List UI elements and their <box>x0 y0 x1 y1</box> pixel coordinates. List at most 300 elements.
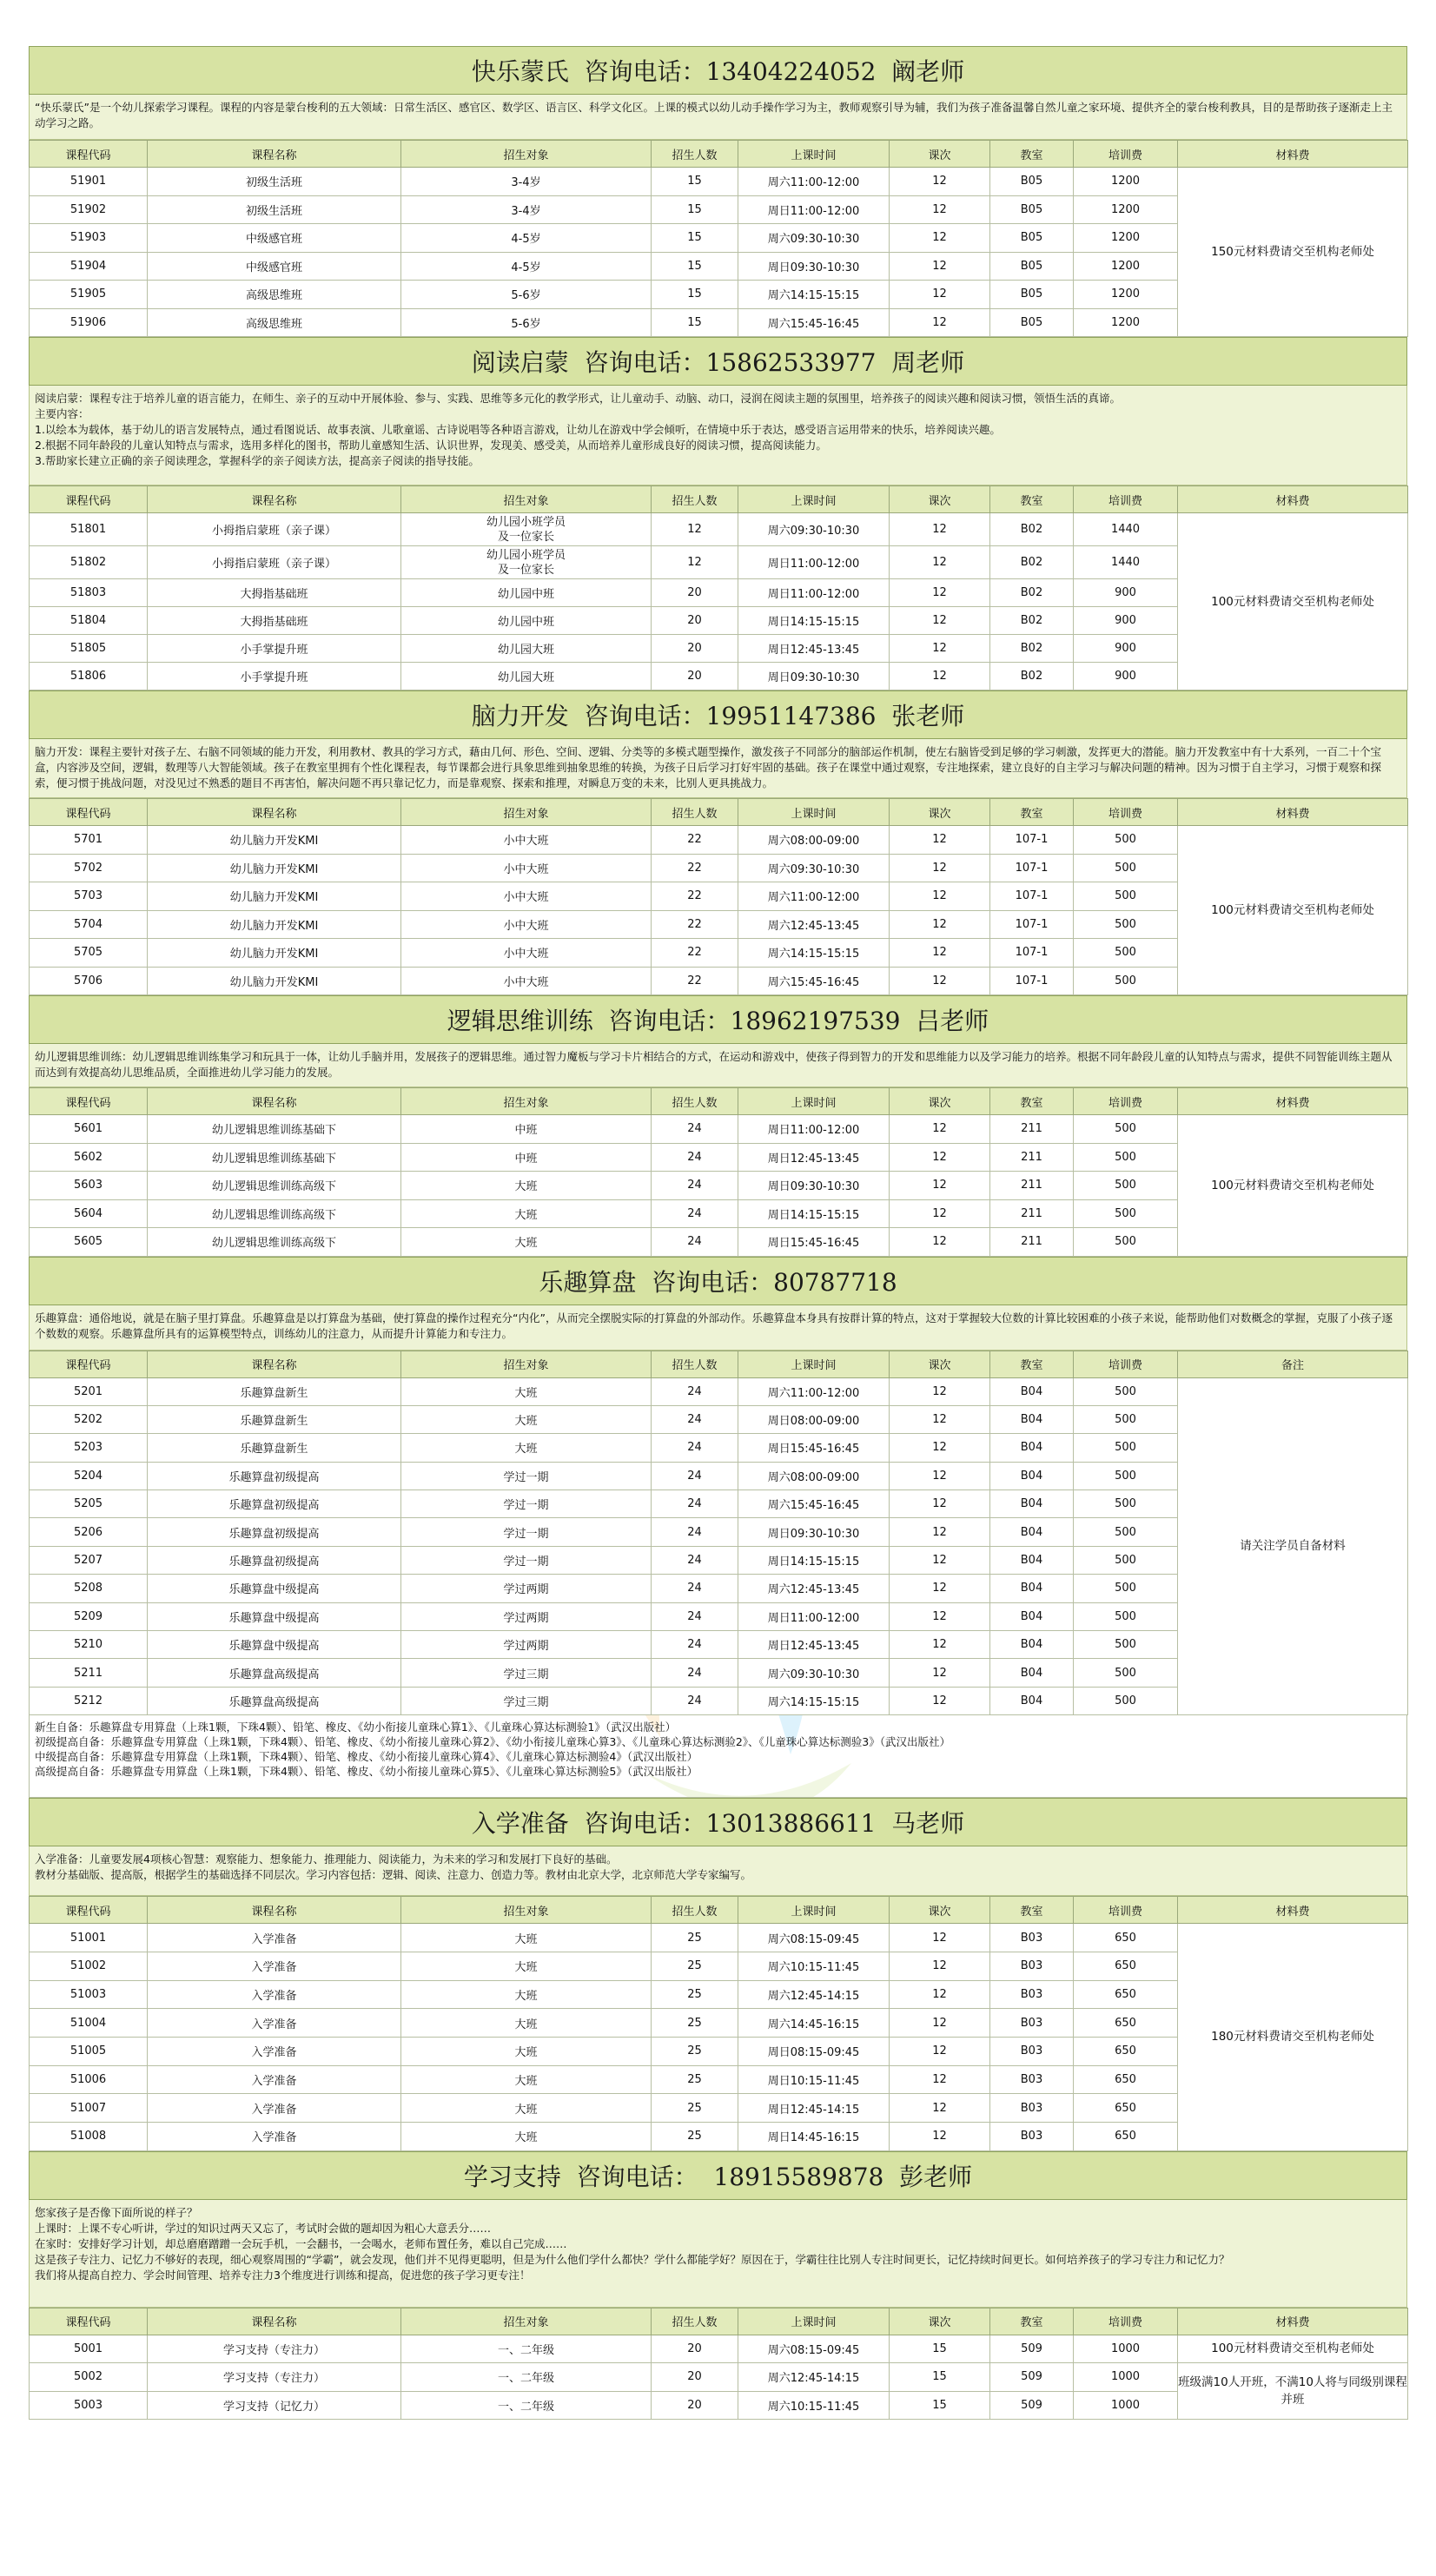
column-header: 教室 <box>990 141 1074 168</box>
section-note: 新生自备：乐趣算盘专用算盘（上珠1颗，下珠4颗）、铅笔、橡皮、《幼小衔接儿童珠心算1》、《儿童珠心算达标测验1》（武汉出版社） 初级提高自备：乐趣算盘专用算盘（上珠1颗，下珠4颗）、铅笔、橡皮、《幼小衔接儿童珠心算2》、《幼小衔接儿童珠心算3》、《儿童珠心算达标测验2》、《儿童珠心算达标测验3》（武汉出版社） 中级提高自备：乐趣算盘专用算盘（上珠1颗，下珠4颗）、铅笔、橡皮、《幼小衔接儿童珠心算4》、《儿童珠心算达标测验4》（武汉出版社） 高级提高自备：乐趣算盘专用算盘（上珠1颗，下珠4颗）、铅笔、橡皮、《幼小衔接儿童珠心算5》、《儿童珠心算达标测验5》（武汉出版社） <box>29 1715 1407 1798</box>
table-cell: 乐趣算盘初级提高 <box>148 1518 401 1546</box>
table-cell: B02 <box>990 663 1074 690</box>
table-cell: 12 <box>890 2123 990 2151</box>
table-cell: 1200 <box>1074 195 1178 224</box>
table-cell: 15 <box>890 2335 990 2363</box>
table-cell: 小拇指启蒙班（亲子课） <box>148 513 401 546</box>
table-cell: 107-1 <box>990 854 1074 882</box>
section-title <box>29 1257 1407 1305</box>
table-cell: 周六09:30-10:30 <box>738 1659 890 1687</box>
table-cell: 大班 <box>401 1228 652 1257</box>
course-table <box>29 1351 1408 1716</box>
table-cell: 乐趣算盘高级提高 <box>148 1659 401 1687</box>
table-cell: 24 <box>652 1172 738 1200</box>
table-cell: 12 <box>890 195 990 224</box>
table-cell: 乐趣算盘中级提高 <box>148 1575 401 1602</box>
table-cell: 24 <box>652 1546 738 1574</box>
table-cell: 12 <box>890 252 990 281</box>
column-header: 上课时间 <box>738 1351 890 1377</box>
column-header: 课程名称 <box>148 1897 401 1924</box>
column-header: 教室 <box>990 799 1074 826</box>
table-cell: 12 <box>652 513 738 546</box>
table-cell: 24 <box>652 1228 738 1257</box>
column-header: 招生对象 <box>401 486 652 513</box>
table-cell: 周六10:15-11:45 <box>738 1952 890 1980</box>
table-cell: 12 <box>890 546 990 579</box>
table-cell: 500 <box>1074 1631 1178 1659</box>
table-cell: 周日11:00-12:00 <box>738 579 890 607</box>
table-cell: 幼儿逻辑思维训练高级下 <box>148 1199 401 1228</box>
table-cell: 中班 <box>401 1143 652 1172</box>
table-cell: 5001 <box>30 2335 148 2363</box>
table-cell: 51001 <box>30 1924 148 1952</box>
table-cell: 入学准备 <box>148 2123 401 2151</box>
table-cell: B04 <box>990 1602 1074 1630</box>
column-header: 招生对象 <box>401 2308 652 2335</box>
column-header: 课程名称 <box>148 1088 401 1115</box>
table-cell: 幼儿园小班学员 及一位家长 <box>401 513 652 546</box>
table-cell: 12 <box>890 1575 990 1602</box>
section-title-text: 学习支持 咨询电话： 18915589878 彭老师 <box>463 2162 973 2191</box>
table-cell: 周六14:15-15:15 <box>738 281 890 309</box>
table-cell: 周日14:45-16:15 <box>738 2123 890 2151</box>
table-header-row <box>30 486 1408 513</box>
table-cell: 500 <box>1074 1687 1178 1714</box>
course-table <box>29 140 1408 337</box>
table-cell: 5706 <box>30 967 148 995</box>
table-cell: 650 <box>1074 2094 1178 2123</box>
section-title-text: 入学准备 咨询电话：13013886611 马老师 <box>471 1809 965 1839</box>
table-cell: 24 <box>652 1434 738 1462</box>
table-cell: 周日14:15-15:15 <box>738 607 890 635</box>
section-title-text: 逻辑思维训练 咨询电话：18962197539 吕老师 <box>447 1007 989 1035</box>
table-cell: 5003 <box>30 2391 148 2420</box>
table-cell: 12 <box>890 607 990 635</box>
table-cell: 12 <box>890 1952 990 1980</box>
course-section <box>29 2151 1407 2421</box>
table-cell: 学过一期 <box>401 1518 652 1546</box>
table-cell: B02 <box>990 635 1074 663</box>
table-cell: 幼儿逻辑思维训练高级下 <box>148 1172 401 1200</box>
table-cell: 12 <box>890 939 990 968</box>
table-cell: 650 <box>1074 1924 1178 1952</box>
table-cell: 12 <box>890 1546 990 1574</box>
table-cell: 小中大班 <box>401 967 652 995</box>
column-header: 招生人数 <box>652 1897 738 1924</box>
table-cell: 51002 <box>30 1952 148 1980</box>
table-cell: 初级生活班 <box>148 168 401 196</box>
table-cell: 小中大班 <box>401 882 652 911</box>
column-header: 招生人数 <box>652 1351 738 1377</box>
table-cell: 5703 <box>30 882 148 911</box>
table-cell: 107-1 <box>990 939 1074 968</box>
table-cell: 周六10:15-11:45 <box>738 2391 890 2420</box>
table-cell: 12 <box>890 1115 990 1144</box>
table-cell: 周日11:00-12:00 <box>738 1602 890 1630</box>
table-cell: 500 <box>1074 1115 1178 1144</box>
table-cell: 周日14:15-15:15 <box>738 1199 890 1228</box>
material-fee-cell: 100元材料费请交至机构老师处 <box>1178 2335 1408 2363</box>
table-cell: 24 <box>652 1490 738 1518</box>
table-cell: 650 <box>1074 2009 1178 2038</box>
table-cell: 小手掌提升班 <box>148 635 401 663</box>
table-cell: 24 <box>652 1199 738 1228</box>
table-cell: 1200 <box>1074 281 1178 309</box>
column-header: 课程名称 <box>148 799 401 826</box>
column-header: 招生人数 <box>652 2308 738 2335</box>
table-cell: 500 <box>1074 1518 1178 1546</box>
table-row <box>30 2335 1408 2363</box>
column-header: 上课时间 <box>738 486 890 513</box>
table-cell: 周日10:15-11:45 <box>738 2065 890 2094</box>
table-cell: 大班 <box>401 1405 652 1433</box>
table-cell: 幼儿脑力开发KMI <box>148 826 401 855</box>
table-cell: 51003 <box>30 1980 148 2009</box>
column-header: 课程名称 <box>148 486 401 513</box>
table-cell: 周六12:45-14:15 <box>738 1980 890 2009</box>
column-header: 招生对象 <box>401 799 652 826</box>
column-header: 课程代码 <box>30 1351 148 1377</box>
column-header: 招生人数 <box>652 1088 738 1115</box>
table-cell: 周六12:45-13:45 <box>738 1575 890 1602</box>
table-cell: 51901 <box>30 168 148 196</box>
table-cell: 500 <box>1074 1405 1178 1433</box>
table-cell: 乐趣算盘初级提高 <box>148 1490 401 1518</box>
course-section <box>29 690 1407 995</box>
table-cell: 500 <box>1074 882 1178 911</box>
table-cell: 500 <box>1074 967 1178 995</box>
table-cell: 3-4岁 <box>401 195 652 224</box>
table-cell: 乐趣算盘高级提高 <box>148 1687 401 1714</box>
table-header-row <box>30 2308 1408 2335</box>
column-header: 教室 <box>990 1897 1074 1924</box>
table-cell: B04 <box>990 1631 1074 1659</box>
section-title <box>29 995 1407 1044</box>
table-row <box>30 2363 1408 2392</box>
table-cell: 周日12:45-13:45 <box>738 635 890 663</box>
table-cell: 5002 <box>30 2363 148 2392</box>
table-cell: 幼儿逻辑思维训练基础下 <box>148 1115 401 1144</box>
table-cell: 5-6岁 <box>401 308 652 337</box>
table-cell: 周六08:15-09:45 <box>738 2335 890 2363</box>
table-cell: 周六08:00-09:00 <box>738 1462 890 1489</box>
table-cell: 周日08:15-09:45 <box>738 2037 890 2065</box>
table-cell: 12 <box>890 910 990 939</box>
material-fee-cell: 150元材料费请交至机构老师处 <box>1178 168 1408 337</box>
table-cell: 小中大班 <box>401 826 652 855</box>
table-cell: 周六14:45-16:15 <box>738 2009 890 2038</box>
table-cell: 107-1 <box>990 910 1074 939</box>
table-cell: 12 <box>890 224 990 253</box>
table-cell: B04 <box>990 1377 1074 1405</box>
table-header-row <box>30 1351 1408 1377</box>
table-cell: 周日09:30-10:30 <box>738 252 890 281</box>
table-cell: B02 <box>990 579 1074 607</box>
table-cell: 5704 <box>30 910 148 939</box>
table-row <box>30 826 1408 855</box>
table-cell: 周日15:45-16:45 <box>738 1434 890 1462</box>
table-cell: 211 <box>990 1143 1074 1172</box>
column-header: 招生人数 <box>652 486 738 513</box>
column-header: 课程名称 <box>148 2308 401 2335</box>
table-cell: 乐趣算盘中级提高 <box>148 1631 401 1659</box>
column-header: 培训费 <box>1074 1897 1178 1924</box>
table-cell: 学过一期 <box>401 1546 652 1574</box>
table-cell: 500 <box>1074 1228 1178 1257</box>
table-cell: 入学准备 <box>148 1952 401 1980</box>
column-header: 课次 <box>890 2308 990 2335</box>
table-cell: 一、二年级 <box>401 2391 652 2420</box>
table-cell: B03 <box>990 2037 1074 2065</box>
table-cell: 周日11:00-12:00 <box>738 1115 890 1144</box>
table-cell: 周六12:45-13:45 <box>738 910 890 939</box>
table-cell: 幼儿脑力开发KMI <box>148 967 401 995</box>
section-description: “快乐蒙氏”是一个幼儿探索学习课程。课程的内容是蒙台梭利的五大领域：日常生活区、感官区、数学区、语言区、科学文化区。上课的模式以幼儿动手操作学习为主，教师观察引导为辅，我们为孩子准备温馨自然儿童之家环境、提供齐全的蒙台梭利教具，目的是帮助孩子逐渐走上主动学习之路。 <box>29 95 1407 140</box>
table-cell: 12 <box>890 1602 990 1630</box>
table-cell: 周日09:30-10:30 <box>738 1172 890 1200</box>
material-fee-cell: 请关注学员自备材料 <box>1178 1377 1408 1715</box>
table-cell: B05 <box>990 281 1074 309</box>
table-cell: 20 <box>652 579 738 607</box>
table-cell: 500 <box>1074 1143 1178 1172</box>
table-cell: B04 <box>990 1659 1074 1687</box>
table-cell: 509 <box>990 2335 1074 2363</box>
table-cell: 周六11:00-12:00 <box>738 168 890 196</box>
table-cell: 12 <box>890 1228 990 1257</box>
course-table <box>29 485 1408 690</box>
section-title-text: 阅读启蒙 咨询电话：15862533977 周老师 <box>471 348 965 377</box>
table-cell: 650 <box>1074 2037 1178 2065</box>
table-cell: 周日12:45-13:45 <box>738 1143 890 1172</box>
table-cell: 900 <box>1074 579 1178 607</box>
table-cell: B05 <box>990 195 1074 224</box>
table-cell: 12 <box>890 2037 990 2065</box>
table-cell: 周日12:45-13:45 <box>738 1631 890 1659</box>
table-cell: 22 <box>652 939 738 968</box>
table-cell: B05 <box>990 252 1074 281</box>
table-cell: 中级感官班 <box>148 252 401 281</box>
table-cell: 乐趣算盘新生 <box>148 1434 401 1462</box>
column-header: 培训费 <box>1074 1088 1178 1115</box>
table-cell: 24 <box>652 1143 738 1172</box>
table-cell: 51906 <box>30 308 148 337</box>
table-cell: 5604 <box>30 1199 148 1228</box>
table-cell: 入学准备 <box>148 2065 401 2094</box>
table-cell: 1000 <box>1074 2363 1178 2392</box>
table-cell: 12 <box>890 2094 990 2123</box>
table-cell: 12 <box>890 1434 990 1462</box>
table-cell: 51005 <box>30 2037 148 2065</box>
table-cell: 51801 <box>30 513 148 546</box>
material-fee-cell: 100元材料费请交至机构老师处 <box>1178 1115 1408 1257</box>
table-cell: 211 <box>990 1199 1074 1228</box>
table-cell: 大班 <box>401 2123 652 2151</box>
column-header: 课程代码 <box>30 2308 148 2335</box>
table-cell: 1200 <box>1074 252 1178 281</box>
column-header: 材料费 <box>1178 486 1408 513</box>
table-cell: B03 <box>990 2094 1074 2123</box>
table-cell: 大班 <box>401 1172 652 1200</box>
table-cell: 24 <box>652 1575 738 1602</box>
table-cell: 小中大班 <box>401 910 652 939</box>
table-cell: 周六12:45-14:15 <box>738 2363 890 2392</box>
table-row <box>30 1115 1408 1144</box>
table-cell: 24 <box>652 1687 738 1714</box>
table-cell: 幼儿脑力开发KMI <box>148 854 401 882</box>
table-cell: 15 <box>652 168 738 196</box>
table-cell: 51904 <box>30 252 148 281</box>
table-cell: 20 <box>652 663 738 690</box>
column-header: 备注 <box>1178 1351 1408 1377</box>
table-cell: 大班 <box>401 2094 652 2123</box>
table-cell: 15 <box>652 308 738 337</box>
table-cell: 211 <box>990 1115 1074 1144</box>
table-cell: 一、二年级 <box>401 2363 652 2392</box>
table-cell: 5603 <box>30 1172 148 1200</box>
table-cell: 小手掌提升班 <box>148 663 401 690</box>
table-header-row <box>30 1088 1408 1115</box>
table-cell: 入学准备 <box>148 2009 401 2038</box>
table-cell: 5204 <box>30 1462 148 1489</box>
table-cell: 学过三期 <box>401 1687 652 1714</box>
table-cell: 5206 <box>30 1518 148 1546</box>
table-cell: 900 <box>1074 635 1178 663</box>
table-cell: 12 <box>890 1143 990 1172</box>
table-cell: 25 <box>652 2094 738 2123</box>
course-schedule <box>29 46 1407 2420</box>
table-cell: 650 <box>1074 1980 1178 2009</box>
table-cell: 大班 <box>401 1434 652 1462</box>
table-cell: 学过三期 <box>401 1659 652 1687</box>
table-cell: 12 <box>890 826 990 855</box>
material-fee-cell: 180元材料费请交至机构老师处 <box>1178 1924 1408 2151</box>
table-cell: 5210 <box>30 1631 148 1659</box>
table-cell: 大班 <box>401 1199 652 1228</box>
table-cell: 500 <box>1074 1172 1178 1200</box>
column-header: 课次 <box>890 486 990 513</box>
table-cell: 幼儿脑力开发KMI <box>148 882 401 911</box>
table-cell: 1440 <box>1074 513 1178 546</box>
table-cell: 周六15:45-16:45 <box>738 1490 890 1518</box>
table-header-row <box>30 1897 1408 1924</box>
table-cell: B03 <box>990 2123 1074 2151</box>
table-cell: 乐趣算盘新生 <box>148 1377 401 1405</box>
column-header: 上课时间 <box>738 1897 890 1924</box>
table-cell: B04 <box>990 1575 1074 1602</box>
section-title-text: 脑力开发 咨询电话：19951147386 张老师 <box>471 702 965 730</box>
table-cell: B04 <box>990 1490 1074 1518</box>
table-cell: 周六08:15-09:45 <box>738 1924 890 1952</box>
table-cell: 12 <box>890 1405 990 1433</box>
table-cell: 12 <box>652 546 738 579</box>
section-description: 阅读启蒙：课程专注于培养儿童的语言能力，在师生、亲子的互动中开展体验、参与、实践、思维等多元化的教学形式，让儿童动手、动脑、动口，浸润在阅读主题的氛围里，培养孩子的阅读兴趣和阅读习惯，领悟生活的真谛。 主要内容： 1.以绘本为载体，基于幼儿的语言发展特点，通过看图说话、故事表演、儿歌童谣、古诗说唱等各种语言游戏，让幼儿在游戏中学会倾听，在情境中乐于表达，感受语言运用带来的快乐，培养阅读兴趣。 2.根据不同年龄段的儿童认知特点与需求，选用多样化的图书，帮助儿童感知生活、认识世界，发现美、感受美，从而培养儿童形成良好的阅读习惯，提高阅读能力。 3.帮助家长建立正确的亲子阅读理念，掌握科学的亲子阅读方法，提高亲子阅读的指导技能。 <box>29 386 1407 485</box>
column-header: 上课时间 <box>738 799 890 826</box>
table-cell: 1000 <box>1074 2391 1178 2420</box>
table-cell: 幼儿脑力开发KMI <box>148 910 401 939</box>
table-cell: 900 <box>1074 663 1178 690</box>
table-cell: 学习支持（专注力） <box>148 2363 401 2392</box>
section-title <box>29 690 1407 739</box>
column-header: 招生对象 <box>401 1088 652 1115</box>
column-header: 课次 <box>890 1897 990 1924</box>
table-cell: B03 <box>990 1924 1074 1952</box>
table-cell: 12 <box>890 1659 990 1687</box>
table-cell: 500 <box>1074 1602 1178 1630</box>
course-section <box>29 1257 1407 1799</box>
table-cell: 入学准备 <box>148 1924 401 1952</box>
table-cell: B02 <box>990 546 1074 579</box>
table-cell: 500 <box>1074 1490 1178 1518</box>
table-cell: 5201 <box>30 1377 148 1405</box>
table-cell: 乐趣算盘中级提高 <box>148 1602 401 1630</box>
column-header: 课程名称 <box>148 1351 401 1377</box>
table-cell: 幼儿逻辑思维训练基础下 <box>148 1143 401 1172</box>
section-title <box>29 337 1407 386</box>
table-cell: 211 <box>990 1172 1074 1200</box>
table-cell: 5211 <box>30 1659 148 1687</box>
table-cell: 大班 <box>401 2065 652 2094</box>
table-cell: 幼儿园中班 <box>401 607 652 635</box>
table-cell: 12 <box>890 1377 990 1405</box>
table-cell: 5705 <box>30 939 148 968</box>
table-cell: 幼儿园中班 <box>401 579 652 607</box>
table-cell: 24 <box>652 1602 738 1630</box>
table-cell: 12 <box>890 2065 990 2094</box>
table-cell: 509 <box>990 2391 1074 2420</box>
table-cell: 51804 <box>30 607 148 635</box>
table-cell: B03 <box>990 1952 1074 1980</box>
table-row <box>30 1924 1408 1952</box>
table-cell: 15 <box>890 2391 990 2420</box>
table-cell: 51008 <box>30 2123 148 2151</box>
table-cell: 5207 <box>30 1546 148 1574</box>
table-cell: 650 <box>1074 2123 1178 2151</box>
table-cell: 24 <box>652 1462 738 1489</box>
table-cell: 5601 <box>30 1115 148 1144</box>
table-cell: 500 <box>1074 1659 1178 1687</box>
table-cell: 5701 <box>30 826 148 855</box>
column-header: 课次 <box>890 1351 990 1377</box>
table-cell: 51805 <box>30 635 148 663</box>
column-header: 课程名称 <box>148 141 401 168</box>
table-cell: 500 <box>1074 1546 1178 1574</box>
course-table <box>29 1087 1408 1257</box>
table-cell: 25 <box>652 2065 738 2094</box>
table-cell: 幼儿脑力开发KMI <box>148 939 401 968</box>
table-cell: 周日08:00-09:00 <box>738 1405 890 1433</box>
table-cell: B04 <box>990 1462 1074 1489</box>
table-cell: 周六14:15-15:15 <box>738 1687 890 1714</box>
table-cell: 周日09:30-10:30 <box>738 663 890 690</box>
table-cell: 500 <box>1074 1199 1178 1228</box>
column-header: 课次 <box>890 141 990 168</box>
table-cell: 20 <box>652 635 738 663</box>
table-cell: 51803 <box>30 579 148 607</box>
table-cell: 15 <box>652 252 738 281</box>
table-cell: 500 <box>1074 1377 1178 1405</box>
table-cell: 5605 <box>30 1228 148 1257</box>
table-cell: 12 <box>890 281 990 309</box>
column-header: 招生人数 <box>652 141 738 168</box>
table-cell: 学过两期 <box>401 1631 652 1659</box>
course-table <box>29 2308 1408 2421</box>
column-header: 课程代码 <box>30 799 148 826</box>
column-header: 上课时间 <box>738 2308 890 2335</box>
table-cell: 高级思维班 <box>148 281 401 309</box>
column-header: 招生对象 <box>401 141 652 168</box>
table-cell: 650 <box>1074 1952 1178 1980</box>
table-cell: 12 <box>890 168 990 196</box>
